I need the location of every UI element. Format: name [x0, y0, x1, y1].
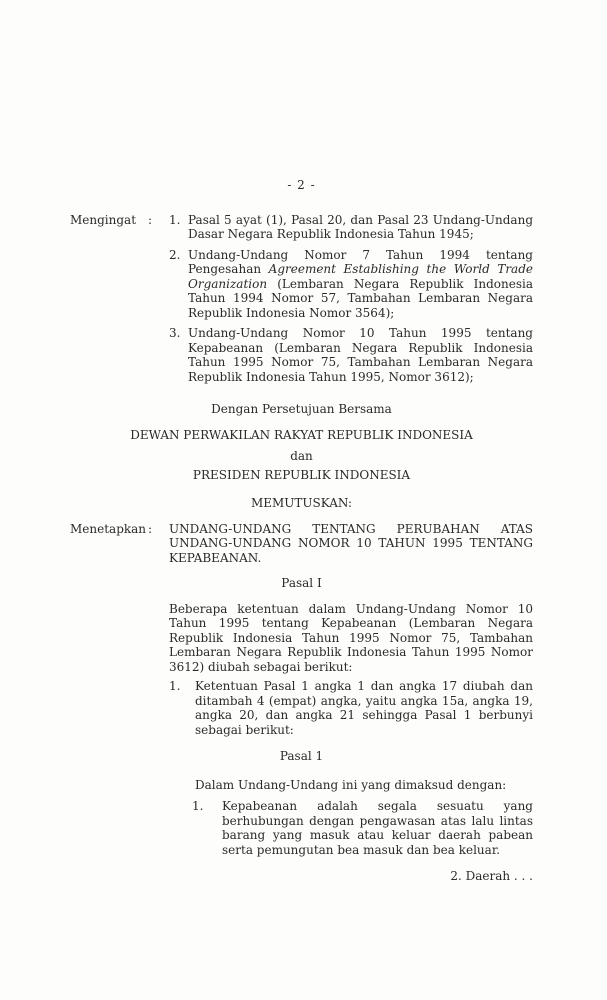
enacting-label: Menetapkan: [70, 521, 147, 536]
house-of-representatives-heading: DEWAN PERWAKILAN RAKYAT REPUBLIK INDONESIA: [130, 427, 473, 442]
article-1-intro: Dalam Undang-Undang ini yang dimaksud dengan:: [195, 777, 507, 792]
considering-block: [70, 213, 533, 385]
considering-list: [169, 213, 533, 385]
item-text-after: (Lembaran Negara Republik Indonesia Tahun 1994 Nomor 57, Tambahan Lembaran Negara Republik Indonesia Nomor 3564);: [188, 276, 533, 320]
considering-label: Mengingat: [70, 212, 137, 227]
considering-colon: :: [148, 212, 153, 227]
item-number: 2.: [169, 247, 181, 262]
item-text: [188, 248, 533, 321]
definition-item-1: [192, 799, 533, 857]
item-text: Pasal 5 ayat (1), Pasal 20, dan Pasal 23 Undang-Undang Dasar Negara Republik Indonesia Tahun 1945;: [188, 212, 533, 241]
item-text: Undang-Undang Nomor 10 Tahun 1995 tentang Kepabeanan (Lembaran Negara Republik Indonesia Tahun 1995 Nomor 75, Tambahan Lembaran Negara Republik Indonesia Tahun 1995, Nomor 3612);: [188, 326, 533, 384]
item-number: 3.: [169, 326, 181, 340]
article-I-intro: Beberapa ketentuan dalam Undang-Undang Nomor 10 Tahun 1995 tentang Kepabeanan (Lembaran Negara Republik Indonesia Tahun 1995 Nomor 75, Tambahan Lembaran Negara Republik Indonesia Tahun 1995 Nomor 3612) diubah sebagai berikut:: [169, 601, 533, 674]
item-text: Kepabeanan adalah segala sesuatu yang berhubungan dengan pengawasan atas lalu lintas barang yang masuk atau keluar daerah pabean serta pemungutan bea masuk dan bea keluar.: [222, 799, 533, 857]
decision-heading: MEMUTUSKAN:: [250, 496, 353, 510]
amendment-item-1: [169, 679, 533, 737]
item-text: Ketentuan Pasal 1 angka 1 dan angka 17 diubah dan ditambah 4 (empat) angka, yaitu angka 15a, angka 19, angka 20, dan angka 21 sehingga Pasal 1 berbunyi sebagai berikut:: [195, 679, 533, 737]
president-heading: PRESIDEN REPUBLIK INDONESIA: [192, 467, 411, 482]
item-number: 1.: [169, 679, 181, 693]
considering-item-1: [169, 213, 533, 242]
document-content: [70, 178, 533, 884]
considering-item-3: [169, 326, 533, 384]
article-1-heading: Pasal 1: [279, 749, 324, 763]
italic-foreign-phrase: Agreement Establishing the World Trade Organization: [188, 262, 533, 291]
enacting-colon: :: [148, 521, 153, 536]
item-number: 1.: [192, 799, 204, 813]
and-heading: dan: [290, 449, 313, 463]
item-number: 1.: [169, 212, 181, 227]
enacting-text: UNDANG-UNDANG TENTANG PERUBAHAN ATAS UNDANG-UNDANG NOMOR 10 TAHUN 1995 TENTANG KEPABEANAN.: [169, 521, 533, 565]
item-text-before: Undang-Undang Nomor 7 Tahun 1994 tentang Pengesahan: [188, 247, 533, 276]
article-I-heading: Pasal I: [281, 576, 322, 590]
page-number: - 2 -: [287, 178, 316, 192]
catchword: 2. Daerah . . .: [450, 869, 533, 883]
joint-approval-heading: Dengan Persetujuan Bersama: [211, 402, 392, 416]
enacting-block: [70, 522, 533, 566]
considering-item-2: [169, 248, 533, 321]
